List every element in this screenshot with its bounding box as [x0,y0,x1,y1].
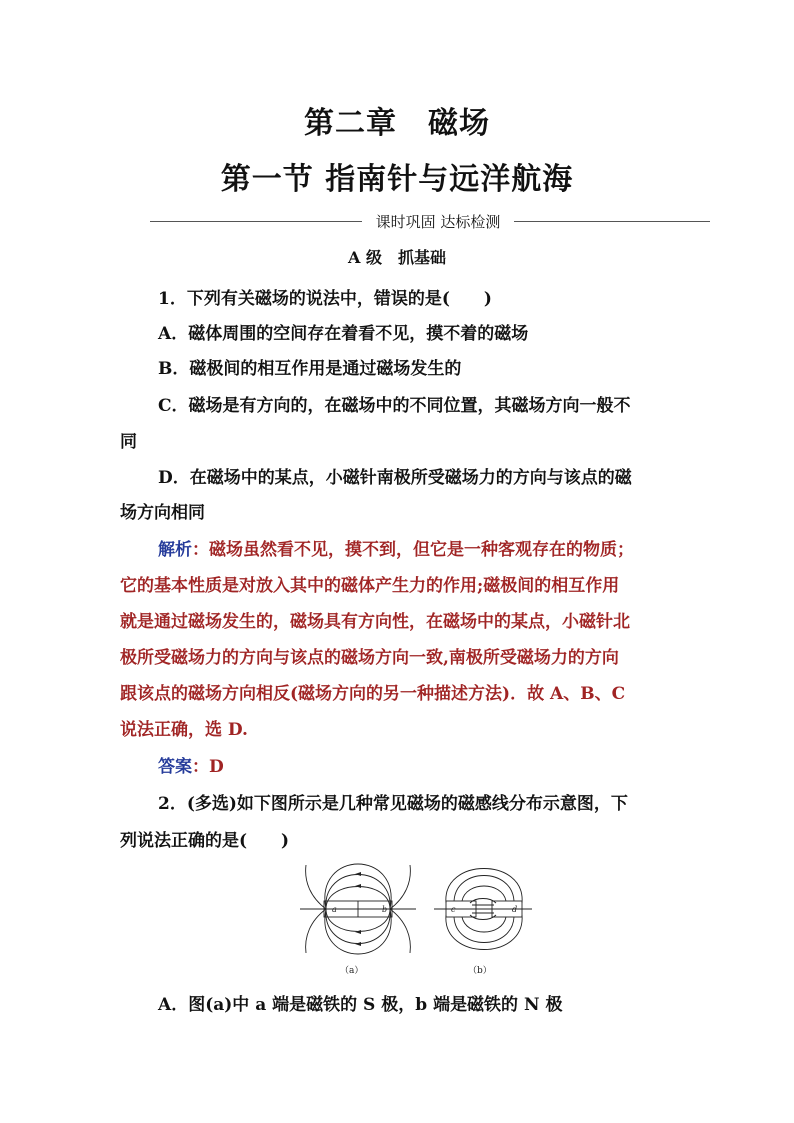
label-d: d [512,905,518,914]
q2-option-a: A．图(a)中 a 端是磁铁的 S 极，b 端是磁铁的 N 极 [158,995,563,1015]
caption-a: （a） [340,966,364,976]
label-a: a [332,905,337,914]
q1-analysis-line2: 它的基本性质是对放入其中的磁体产生力的作用;磁极间的相互作用 [120,576,620,596]
q1-answer [158,752,224,777]
level-heading: A 级 抓基础 [348,248,446,267]
label-c: c [451,905,456,914]
q1-analysis-line6: 说法正确，选 D. [120,720,248,740]
q1-option-c-line2: 同 [120,432,137,452]
section-title: 第一节 指南针与远洋航海 [220,162,574,197]
banner-rule-right [514,221,710,222]
figure-b-two-poles [434,869,532,950]
q1-option-c-line1: C．磁场是有方向的，在磁场中的不同位置，其磁场方向一般不 [158,396,631,416]
answer-label: 答案 [158,757,192,777]
q1-analysis-line4: 极所受磁场力的方向与该点的磁场方向一致,南极所受磁场力的方向 [120,648,619,668]
banner-rule-left [150,221,362,222]
figure-a-bar-magnet [300,864,416,954]
q1-option-d-line1: D．在磁场中的某点，小磁针南极所受磁场力的方向与该点的磁 [158,468,632,488]
q1-stem: 1．下列有关磁场的说法中，错误的是( ) [158,289,492,309]
q1-analysis-line3: 就是通过磁场发生的，磁场具有方向性，在磁场中的某点，小磁针北 [120,612,630,632]
q1-analysis-line5: 跟该点的磁场方向相反(磁场方向的另一种描述方法)．故 A、B、C [120,684,626,704]
magnetic-field-figure [296,855,536,983]
label-b: b [382,905,388,914]
q2-stem-line2: 列说法正确的是( ) [120,831,290,851]
analysis-text: ：磁场虽然看不见，摸不到，但它是一种客观存在的物质； [192,540,634,560]
caption-b: （b） [468,966,492,976]
q2-stem-line1: 2．(多选)如下图所示是几种常见磁场的磁感线分布示意图，下 [158,794,628,814]
q1-option-d-line2: 场方向相同 [120,503,205,523]
section-banner [150,209,710,233]
analysis-label: 解析 [158,540,192,560]
q1-analysis-line1 [158,535,634,560]
chapter-title: 第二章 磁场 [304,106,490,141]
banner-text: 课时巩固 达标检测 [375,213,501,231]
answer-value: ：D [192,757,224,777]
q1-option-a: A．磁体周围的空间存在着看不见，摸不着的磁场 [158,324,529,344]
q1-option-b: B．磁极间的相互作用是通过磁场发生的 [158,359,462,379]
